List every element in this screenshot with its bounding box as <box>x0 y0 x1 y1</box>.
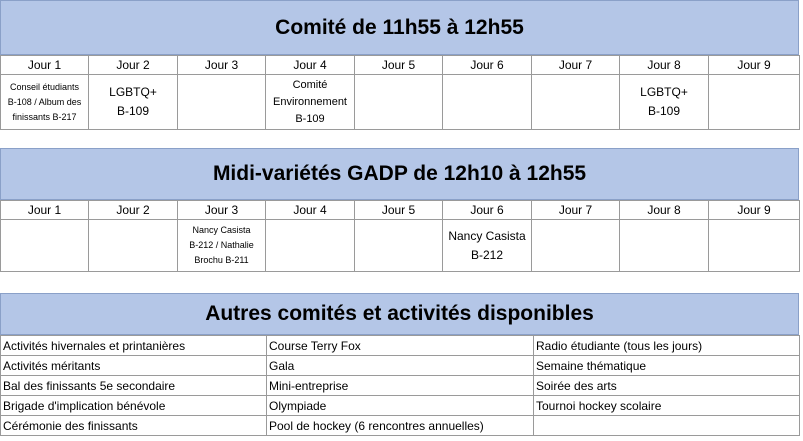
activity-cell: Brigade d'implication bénévole <box>1 396 267 416</box>
activity-cell: Radio étudiante (tous les jours) <box>534 336 800 356</box>
comite-table <box>0 55 800 130</box>
schedule-cell <box>709 75 800 130</box>
activity-cell: Bal des finissants 5e secondaire <box>1 376 267 396</box>
day-header: Jour 1 <box>1 201 89 220</box>
day-header: Jour 5 <box>355 201 443 220</box>
table-row <box>1 396 800 416</box>
table-row <box>1 376 800 396</box>
midi-table <box>0 200 800 272</box>
day-header: Jour 3 <box>178 201 266 220</box>
day-header: Jour 4 <box>266 56 355 75</box>
autres-table <box>0 335 800 436</box>
table-row <box>1 416 800 436</box>
table-row <box>1 356 800 376</box>
day-header: Jour 7 <box>532 56 620 75</box>
activity-cell: Semaine thématique <box>534 356 800 376</box>
schedule-cell <box>1 220 89 272</box>
activity-cell: Mini-entreprise <box>267 376 534 396</box>
activity-cell: Activités méritants <box>1 356 267 376</box>
schedule-cell <box>532 220 620 272</box>
activity-cell: Activités hivernales et printanières <box>1 336 267 356</box>
schedule-cell: Comité Environnement B-109 <box>266 75 355 130</box>
comite-title: Comité de 11h55 à 12h55 <box>0 0 799 55</box>
midi-section <box>0 148 799 272</box>
midi-title: Midi-variétés GADP de 12h10 à 12h55 <box>0 148 799 200</box>
schedule-cell <box>266 220 355 272</box>
schedule-cell: Nancy Casista B-212 <box>443 220 532 272</box>
day-header: Jour 3 <box>178 56 266 75</box>
schedule-cell: Conseil étudiants B-108 / Album des finissants B-217 <box>1 75 89 130</box>
comite-section <box>0 0 799 130</box>
autres-section <box>0 293 799 436</box>
day-header: Jour 7 <box>532 201 620 220</box>
day-header: Jour 5 <box>355 56 443 75</box>
day-header: Jour 8 <box>620 56 709 75</box>
activity-cell: Gala <box>267 356 534 376</box>
table-row <box>1 336 800 356</box>
schedule-cell: Nancy Casista B-212 / Nathalie Brochu B-211 <box>178 220 266 272</box>
schedule-cell <box>355 75 443 130</box>
schedule-cell <box>355 220 443 272</box>
schedule-cell: LGBTQ+ B-109 <box>620 75 709 130</box>
day-header: Jour 6 <box>443 201 532 220</box>
schedule-cell <box>443 75 532 130</box>
day-header: Jour 8 <box>620 201 709 220</box>
day-header: Jour 6 <box>443 56 532 75</box>
schedule-cell <box>532 75 620 130</box>
activity-cell: Course Terry Fox <box>267 336 534 356</box>
activity-cell <box>534 416 800 436</box>
day-header: Jour 2 <box>89 201 178 220</box>
day-header: Jour 9 <box>709 56 800 75</box>
schedule-cell <box>620 220 709 272</box>
day-header: Jour 4 <box>266 201 355 220</box>
activity-cell: Olympiade <box>267 396 534 416</box>
schedule-cell <box>709 220 800 272</box>
day-header: Jour 2 <box>89 56 178 75</box>
activity-cell: Cérémonie des finissants <box>1 416 267 436</box>
day-header: Jour 1 <box>1 56 89 75</box>
schedule-cell: LGBTQ+ B-109 <box>89 75 178 130</box>
activity-cell: Pool de hockey (6 rencontres annuelles) <box>267 416 534 436</box>
schedule-cell <box>178 75 266 130</box>
schedule-cell <box>89 220 178 272</box>
activity-cell: Soirée des arts <box>534 376 800 396</box>
day-header: Jour 9 <box>709 201 800 220</box>
activity-cell: Tournoi hockey scolaire <box>534 396 800 416</box>
autres-title: Autres comités et activités disponibles <box>0 293 799 335</box>
